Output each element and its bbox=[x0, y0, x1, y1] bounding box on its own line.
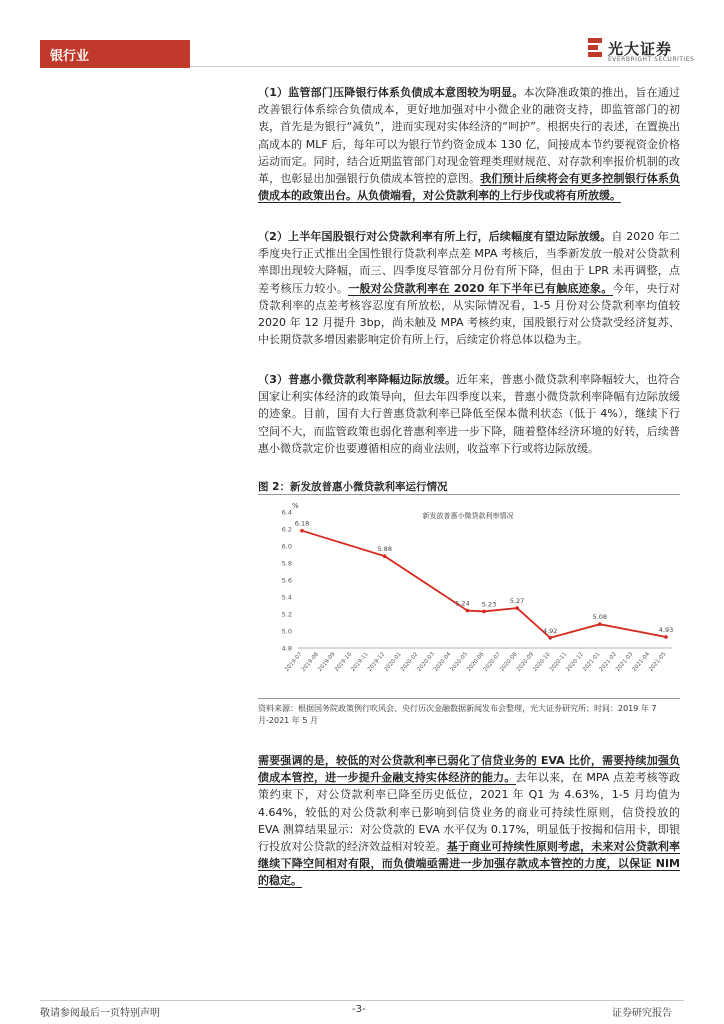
brand-subtitle: EVERBRIGHT SECURITIES bbox=[608, 56, 695, 63]
data-labels bbox=[295, 520, 673, 635]
loan-rate-line-chart bbox=[258, 498, 680, 698]
paragraph-4 bbox=[258, 752, 680, 890]
x-tick-label: 2019-09 bbox=[317, 651, 337, 673]
x-tick-label: 2020-11 bbox=[548, 651, 569, 673]
data-label: 4.92 bbox=[542, 626, 558, 635]
data-label: 5.24 bbox=[455, 599, 470, 608]
x-tick-label: 2020-05 bbox=[449, 651, 469, 673]
x-tick-label: 2020-07 bbox=[482, 651, 503, 673]
data-label: 5.08 bbox=[592, 613, 608, 622]
y-tick-label: 6.0 bbox=[281, 542, 292, 551]
section-label: 银行业 bbox=[50, 49, 90, 64]
brand-name: 光大证券 bbox=[608, 40, 673, 58]
paragraph-1 bbox=[258, 84, 680, 204]
y-tick-label: 4.8 bbox=[281, 644, 292, 653]
x-tick-label: 2019-10 bbox=[333, 651, 354, 673]
p1-body: 本次降准政策的推出，旨在通过改善银行体系综合负债成本，更好地加强对中小微企业的融资支持，即监管部门的初衷，首先是为银行“减负”，进而实现对实体经济的“呵护”。根据央行的表述，在置换出高成本的 MLF 后，每年可以为银行节约资金成本 130 亿，间接成本节约要视资金价格运动而定。同时，结合近期监管部门对现金管理类理财规范、对存款利率报价机制的改革，也彰显出加强银行负债成本管控的意图。 bbox=[258, 86, 681, 186]
chart-unit-label: % bbox=[292, 502, 299, 510]
x-tick-label: 2020-01 bbox=[383, 651, 403, 673]
x-tick-label: 2021-05 bbox=[648, 651, 668, 673]
p4-lead: 需要强调的是，较低的对公贷款利率已弱化了信贷业务的 EVA 比价，需要持续加强负债成本管控，进一步提升金融支持实体经济的能力。 bbox=[258, 754, 680, 785]
brand-logo bbox=[586, 34, 696, 68]
data-point bbox=[383, 554, 387, 558]
paragraph-3 bbox=[258, 371, 680, 457]
y-tick-label: 6.4 bbox=[281, 508, 292, 517]
x-tick-label: 2021-04 bbox=[631, 651, 651, 673]
x-tick-label: 2019-11 bbox=[350, 651, 370, 673]
footer-disclaimer: 敬请参阅最后一页特别声明 bbox=[40, 1008, 160, 1019]
x-tick-label: 2020-03 bbox=[416, 651, 436, 673]
data-label: 5.23 bbox=[481, 600, 497, 609]
data-point bbox=[482, 610, 486, 614]
p2-body-1: 自 2020 年二季度央行正式推出全国性银行贷款利率点差 MPA 考核后，当季新发放一般对公贷款利率即出现较大降幅，而三、四季度尽管部分月份有所下降，但由于 LPR 未再调整，点差考核压力较小。 bbox=[258, 230, 680, 295]
data-point bbox=[300, 529, 304, 533]
figure-top-rule bbox=[258, 494, 680, 495]
p4-highlight: 基于商业可持续性原则考虑，未来对公贷款利率继续下降空间相对有限，而负债端亟需进一步加强存款成本管控的力度，以保证 NIM 的稳定。 bbox=[258, 840, 681, 888]
series-polyline bbox=[302, 531, 666, 638]
y-tick-label: 5.8 bbox=[281, 559, 292, 568]
x-tick-label: 2020-10 bbox=[532, 651, 552, 673]
data-point bbox=[466, 609, 470, 613]
p3-body: 近年来，普惠小微贷款利率降幅较大，也符合国家让利实体经济的政策导向，但去年四季度以来，普惠小微贷款利率降幅有边际放缓的迹象。目前，国有大行普惠贷款利率已降低至保本微利状态（低于 4%），继续下行空间不大，而监管政策也弱化普惠利率进一步下降，随着整体经济环境的好转，后续普惠小微贷款定价也要遵循相应的商业法则，收益率下行或将边际放缓。 bbox=[258, 373, 681, 455]
p2-lead: （2）上半年国股银行对公贷款利率有所上行，后续幅度有望边际放缓。 bbox=[258, 230, 612, 243]
y-tick-label: 5.2 bbox=[281, 610, 292, 619]
series-line bbox=[300, 529, 668, 640]
x-tick-label: 2019-12 bbox=[366, 651, 387, 673]
data-point bbox=[515, 606, 519, 610]
x-tick-label: 2019-07 bbox=[284, 651, 304, 673]
figure-source: 资料来源：根据国务院政策例行吹风会、央行历次金融数据新闻发布会整理，光大证券研究所；时间：2019 年 7 月-2021 年 5 月 bbox=[258, 704, 657, 725]
x-tick-label: 2020-02 bbox=[399, 651, 420, 673]
data-point bbox=[598, 622, 602, 626]
footer-report-type: 证券研究报告 bbox=[612, 1008, 672, 1019]
data-label: 5.27 bbox=[509, 597, 525, 606]
x-tick-label: 2021-01 bbox=[581, 651, 602, 673]
x-tick-label: 2020-12 bbox=[565, 651, 585, 673]
x-axis bbox=[284, 651, 668, 673]
footer-page-number: -3- bbox=[352, 1004, 366, 1015]
y-tick-label: 5.0 bbox=[281, 627, 292, 636]
x-tick-label: 2021-02 bbox=[598, 651, 618, 673]
brand-mark-icon bbox=[586, 36, 604, 58]
p3-lead: （3）普惠小微贷款利率降幅边际放缓。 bbox=[258, 373, 457, 386]
p2-highlight: 一般对公贷款利率在 2020 年下半年已有触底迹象。 bbox=[348, 281, 613, 295]
paragraph-2 bbox=[258, 228, 680, 348]
chart-title: 新发放普惠小微贷款利率情况 bbox=[422, 512, 514, 520]
data-label: 4.93 bbox=[658, 625, 674, 634]
figure-bottom-rule bbox=[258, 698, 680, 699]
p1-highlight: 我们预计后续将会有更多控制银行体系负债成本的政策出台。从负债端看，对公贷款利率的上行步伐或将有所放缓。 bbox=[258, 172, 681, 203]
section-tag bbox=[40, 40, 190, 68]
y-tick-label: 5.6 bbox=[281, 576, 292, 585]
x-tick-label: 2020-09 bbox=[515, 651, 536, 673]
data-point bbox=[664, 635, 668, 639]
y-tick-label: 6.2 bbox=[281, 525, 292, 534]
figure-title: 图 2：新发放普惠小微贷款利率运行情况 bbox=[258, 481, 448, 493]
x-tick-label: 2021-03 bbox=[615, 651, 635, 673]
data-label: 6.18 bbox=[294, 519, 310, 528]
p1-lead: （1）监管部门压降银行体系负债成本意图较为明显。 bbox=[258, 86, 524, 99]
x-tick-label: 2020-06 bbox=[466, 651, 486, 673]
y-axis bbox=[282, 509, 672, 653]
x-tick-label: 2019-08 bbox=[300, 651, 321, 673]
data-label: 5.88 bbox=[377, 545, 392, 554]
x-tick-label: 2020-04 bbox=[433, 651, 453, 673]
p2-body-2: 今年，央行对贷款利率的点差考核容忍度有所放松，从实际情况看，1-5 月份对公贷款利率均值较 2020 年 12 月提升 3bp，尚未触及 MPA 考核约束，国股银行对公贷款受经济复苏、中长期贷款多增因素影响定价有所上行，后续定价将总体以稳为主。 bbox=[258, 281, 681, 347]
data-point bbox=[548, 636, 552, 640]
p4-body: 去年以来，在 MPA 点差考核等政策约束下，对公贷款利率已降至历史低位，2021 年 Q1 为 4.63%，1-5 月均值为 4.64%，较低的对公贷款利率已影响到信贷业务的商业可持续性原则，信贷投放的 EVA 测算结果显示：对公贷款的 EVA 水平仅为 0.17%，明显低于按揭和信用卡，即银行投放对公贷款的经济效益相对较差。 bbox=[258, 771, 680, 854]
footer-divider bbox=[40, 1000, 684, 1001]
y-tick-label: 5.4 bbox=[281, 593, 292, 602]
x-tick-label: 2020-08 bbox=[499, 651, 519, 673]
